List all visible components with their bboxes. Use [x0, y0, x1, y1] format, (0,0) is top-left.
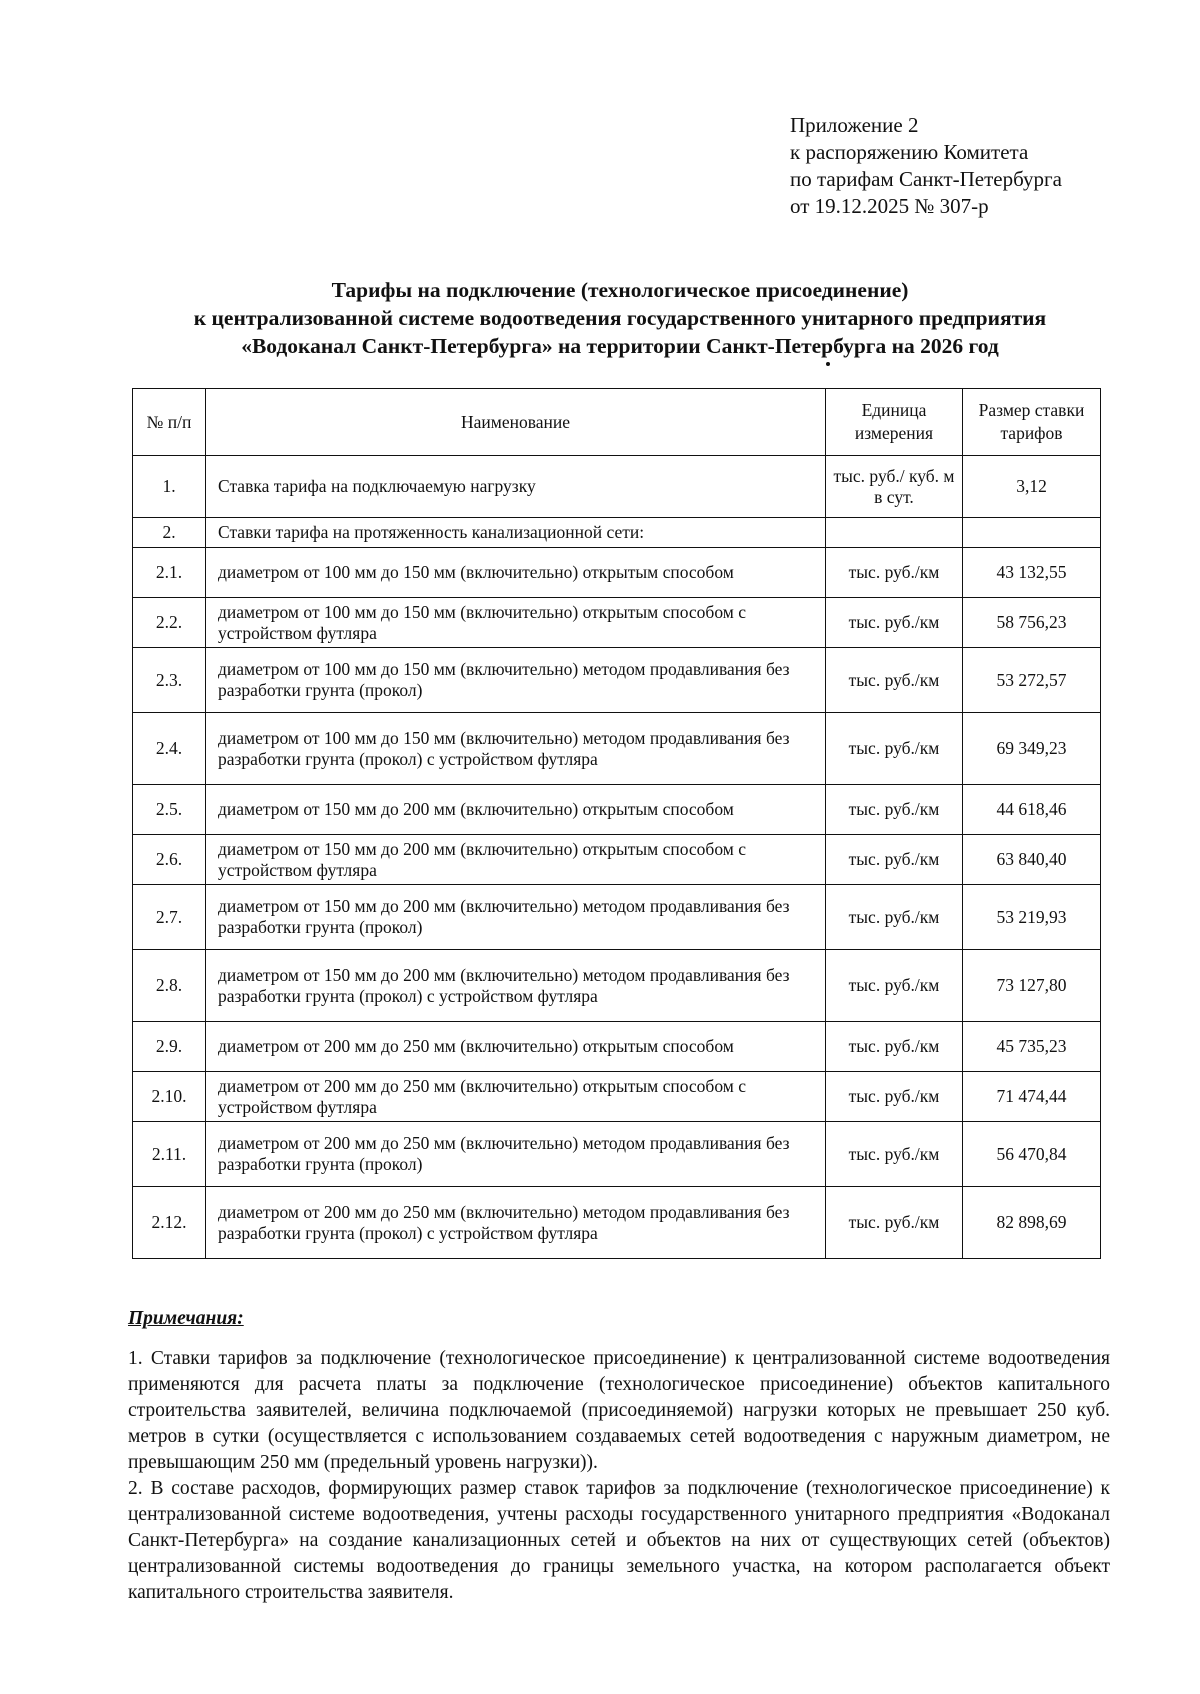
row-name: Ставки тарифа на протяженность канализационной сети: [206, 518, 826, 548]
row-unit: тыс. руб./км [826, 835, 963, 885]
row-unit: тыс. руб./км [826, 885, 963, 950]
table-row [133, 518, 1101, 548]
row-unit: тыс. руб./км [826, 713, 963, 785]
notes-section [128, 1306, 1110, 1606]
table-row [133, 950, 1101, 1022]
row-num: 2.2. [133, 598, 206, 648]
note-item: 2. В составе расходов, формирующих размер ставок тарифов за подключение (технологическое присоединение) к централизованной системе водоотведения, учтены расходы государственного унитарного предприятия «Водоканал Санкт-Петербурга» на создание канализационных сетей и объектов на них от существующих сетей (объектов) централизованной системы водоотведения до границы земельного участка, на котором располагается объект капитального строительства заявителя. [128, 1478, 1110, 1603]
appendix-line-3: по тарифам Санкт-Петербурга [790, 167, 1062, 191]
row-name: диаметром от 100 мм до 150 мм (включительно) открытым способом [206, 548, 826, 598]
row-num: 2.11. [133, 1122, 206, 1187]
row-value: 53 272,57 [963, 648, 1101, 713]
row-num: 2.1. [133, 548, 206, 598]
row-num: 2.6. [133, 835, 206, 885]
scan-dot-artifact [826, 362, 830, 366]
row-value: 71 474,44 [963, 1072, 1101, 1122]
header-num: № п/п [133, 389, 206, 456]
header-value: Размер ставки тарифов [963, 389, 1101, 456]
row-value: 3,12 [963, 456, 1101, 518]
row-value: 73 127,80 [963, 950, 1101, 1022]
row-value: 82 898,69 [963, 1187, 1101, 1259]
document-title [120, 276, 1120, 360]
row-value: 56 470,84 [963, 1122, 1101, 1187]
notes-title: Примечания: [128, 1308, 244, 1329]
row-value: 45 735,23 [963, 1022, 1101, 1072]
row-value: 43 132,55 [963, 548, 1101, 598]
appendix-line-2: к распоряжению Комитета [790, 140, 1029, 164]
row-value: 53 219,93 [963, 885, 1101, 950]
row-unit: тыс. руб./км [826, 950, 963, 1022]
row-num: 2.4. [133, 713, 206, 785]
row-name: диаметром от 200 мм до 250 мм (включительно) методом продавливания без разработки грунта (прокол) с устройством футляра [206, 1187, 826, 1259]
row-unit: тыс. руб./км [826, 785, 963, 835]
row-name: диаметром от 100 мм до 150 мм (включительно) открытым способом с устройством футляра [206, 598, 826, 648]
row-name: Ставка тарифа на подключаемую нагрузку [206, 456, 826, 518]
row-num: 2.12. [133, 1187, 206, 1259]
row-unit: тыс. руб./км [826, 1072, 963, 1122]
appendix-line-4: от 19.12.2025 № 307-р [790, 194, 989, 218]
row-value [963, 518, 1101, 548]
header-name: Наименование [206, 389, 826, 456]
table-row [133, 598, 1101, 648]
table-row [133, 835, 1101, 885]
header-unit: Единица измерения [826, 389, 963, 456]
row-unit: тыс. руб./км [826, 648, 963, 713]
note-item: 1. Ставки тарифов за подключение (технологическое присоединение) к централизованной системе водоотведения применяются для расчета платы за подключение (технологическое присоединение) объектов капитального строительства заявителей, величина подключаемой (присоединяемой) нагрузки которых не превышает 250 куб. метров в сутки (осуществляется с использованием создаваемых сетей водоотведения с наружным диаметром, не превышающим 250 мм (предельный уровень нагрузки)). [128, 1348, 1110, 1473]
row-value: 44 618,46 [963, 785, 1101, 835]
row-value: 63 840,40 [963, 835, 1101, 885]
table-row [133, 713, 1101, 785]
table-row [133, 885, 1101, 950]
row-num: 2.5. [133, 785, 206, 835]
row-value: 58 756,23 [963, 598, 1101, 648]
row-unit: тыс. руб./км [826, 1187, 963, 1259]
row-unit: тыс. руб./км [826, 1022, 963, 1072]
row-name: диаметром от 150 мм до 200 мм (включительно) методом продавливания без разработки грунта (прокол) с устройством футляра [206, 950, 826, 1022]
row-num: 1. [133, 456, 206, 518]
row-value: 69 349,23 [963, 713, 1101, 785]
row-name: диаметром от 200 мм до 250 мм (включительно) методом продавливания без разработки грунта (прокол) [206, 1122, 826, 1187]
row-num: 2.9. [133, 1022, 206, 1072]
title-line-3: «Водоканал Санкт-Петербурга» на территории Санкт-Петербурга на 2026 год [241, 334, 999, 358]
row-unit: тыс. руб./км [826, 548, 963, 598]
appendix-line-1: Приложение 2 [790, 113, 919, 137]
title-line-2: к централизованной системе водоотведения государственного унитарного предприятия [193, 306, 1047, 330]
tariffs-table [132, 388, 1101, 1259]
row-name: диаметром от 200 мм до 250 мм (включительно) открытым способом с устройством футляра [206, 1072, 826, 1122]
table-row [133, 548, 1101, 598]
row-unit [826, 518, 963, 548]
row-num: 2.7. [133, 885, 206, 950]
row-name: диаметром от 100 мм до 150 мм (включительно) методом продавливания без разработки грунта (прокол) с устройством футляра [206, 713, 826, 785]
row-num: 2.3. [133, 648, 206, 713]
table-row [133, 1187, 1101, 1259]
table-row [133, 1072, 1101, 1122]
row-unit: тыс. руб./км [826, 598, 963, 648]
table-row [133, 648, 1101, 713]
table-row [133, 1022, 1101, 1072]
title-line-1: Тарифы на подключение (технологическое присоединение) [331, 278, 909, 302]
table-row [133, 456, 1101, 518]
row-unit: тыс. руб./км [826, 1122, 963, 1187]
row-num: 2. [133, 518, 206, 548]
row-unit: тыс. руб./ куб. м в сут. [826, 456, 963, 518]
row-name: диаметром от 150 мм до 200 мм (включительно) открытым способом с устройством футляра [206, 835, 826, 885]
table-row [133, 785, 1101, 835]
row-name: диаметром от 200 мм до 250 мм (включительно) открытым способом [206, 1022, 826, 1072]
row-num: 2.8. [133, 950, 206, 1022]
table-header-row [133, 389, 1101, 456]
row-name: диаметром от 150 мм до 200 мм (включительно) открытым способом [206, 785, 826, 835]
row-name: диаметром от 150 мм до 200 мм (включительно) методом продавливания без разработки грунта (прокол) [206, 885, 826, 950]
row-num: 2.10. [133, 1072, 206, 1122]
appendix-block [790, 112, 1062, 220]
table-row [133, 1122, 1101, 1187]
row-name: диаметром от 100 мм до 150 мм (включительно) методом продавливания без разработки грунта (прокол) [206, 648, 826, 713]
